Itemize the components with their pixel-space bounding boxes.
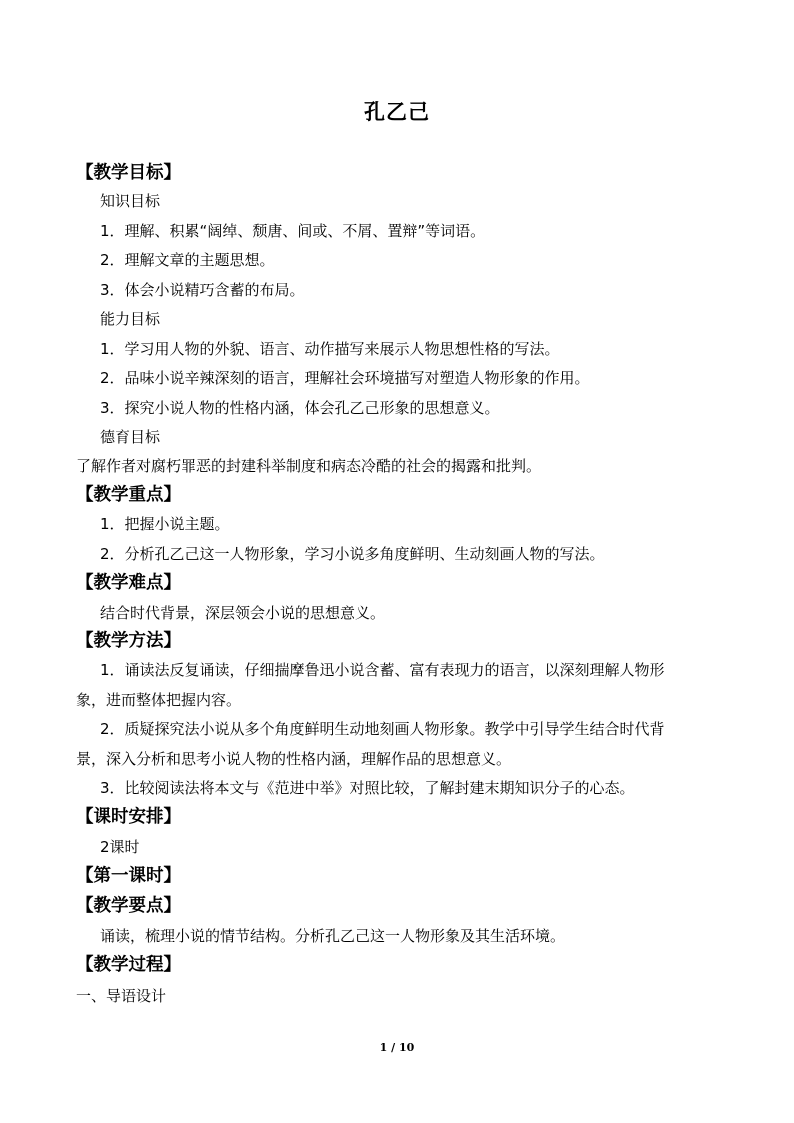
- list-item-continuation: 景，深入分析和思考小说人物的性格内涵，理解作品的思想意义。: [76, 750, 512, 768]
- list-item: 1．学习用人物的外貌、语言、动作描写来展示人物思想性格的写法。: [100, 340, 560, 358]
- list-item: 3．体会小说精巧含蓄的布局。: [100, 281, 305, 299]
- list-item: 2．分析孔乙己这一人物形象，学习小说多角度鲜明、生动刻画人物的写法。: [100, 545, 605, 563]
- paragraph: 了解作者对腐朽罪恶的封建科举制度和病态冷酷的社会的揭露和批判。: [76, 457, 542, 475]
- list-item: 2．质疑探究法小说从多个角度鲜明生动地刻画人物形象。教学中引导学生结合时代背: [100, 720, 665, 738]
- subheading-moral-goals: 德育目标: [100, 428, 161, 446]
- list-item-continuation: 象，进而整体把握内容。: [76, 691, 242, 709]
- section-heading-schedule: 【课时安排】: [76, 807, 181, 827]
- section-heading-difficulties: 【教学难点】: [76, 573, 181, 593]
- section-heading-key-points: 【教学重点】: [76, 485, 181, 505]
- list-item: 1．理解、积累“阔绰、颓唐、间或、不屑、置辩”等词语。: [100, 222, 486, 240]
- paragraph: 2课时: [100, 838, 140, 856]
- section-heading-teaching-goals: 【教学目标】: [76, 163, 181, 183]
- paragraph: 诵读，梳理小说的情节结构。分析孔乙己这一人物形象及其生活环境。: [100, 927, 566, 945]
- section-heading-first-lesson: 【第一课时】: [76, 866, 181, 886]
- list-item: 1．诵读法反复诵读，仔细揣摩鲁迅小说含蓄、富有表现力的语言，以深刻理解人物形: [100, 661, 665, 679]
- list-item: 1．把握小说主题。: [100, 515, 230, 533]
- list-item: 3．比较阅读法将本文与《范进中举》对照比较，了解封建末期知识分子的心态。: [100, 779, 635, 797]
- page-number: 1 / 10: [379, 1041, 415, 1054]
- document-title: 孔乙己: [364, 100, 430, 124]
- list-item: 3．探究小说人物的性格内涵，体会孔乙己形象的思想意义。: [100, 399, 500, 417]
- list-item: 2．品味小说辛辣深刻的语言，理解社会环境描写对塑造人物形象的作用。: [100, 369, 590, 387]
- section-heading-teaching-process: 【教学过程】: [76, 955, 181, 975]
- subheading-ability-goals: 能力目标: [100, 310, 161, 328]
- subsection-heading: 一、导语设计: [76, 987, 167, 1005]
- section-heading-teaching-methods: 【教学方法】: [76, 631, 181, 651]
- section-heading-teaching-essentials: 【教学要点】: [76, 896, 181, 916]
- paragraph: 结合时代背景，深层领会小说的思想意义。: [100, 604, 386, 622]
- subheading-knowledge-goals: 知识目标: [100, 192, 161, 210]
- list-item: 2．理解文章的主题思想。: [100, 251, 275, 269]
